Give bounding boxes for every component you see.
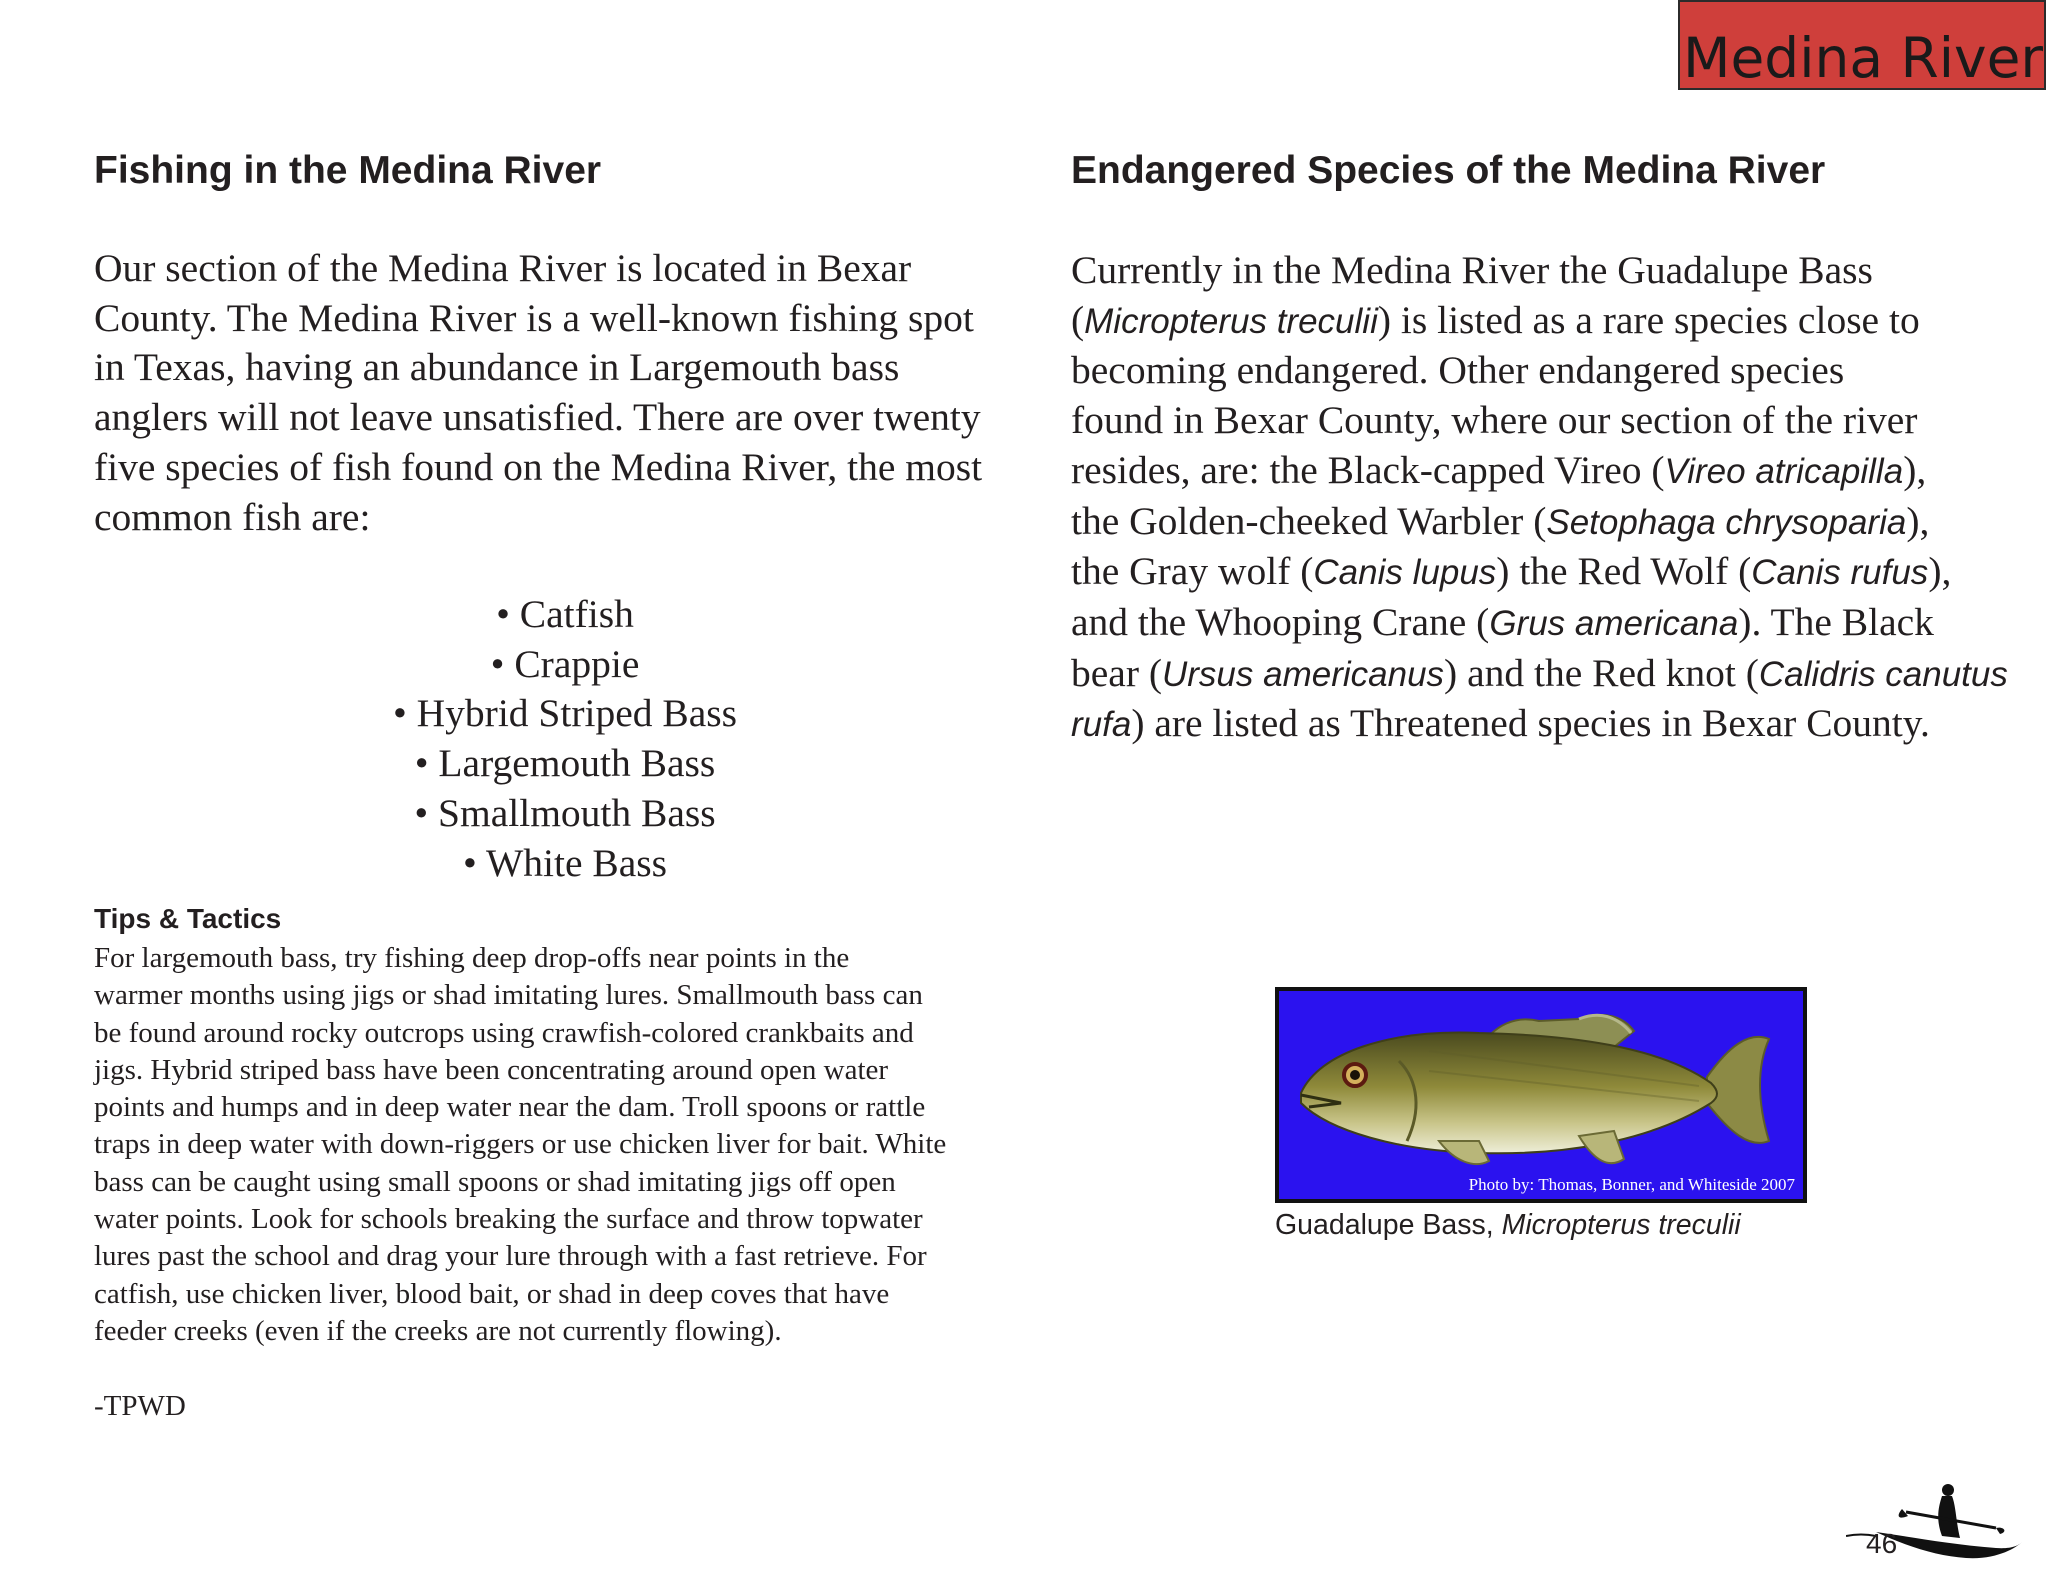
scientific-name: Canis rufus: [1751, 553, 1929, 593]
text-line: warmer months using jigs or shad imitating lures. Smallmouth bass can: [94, 979, 923, 1012]
text-line: [1071, 246, 2008, 296]
scientific-name: Vireo atricapilla: [1664, 451, 1904, 491]
text-line: points and humps and in deep water near the dam. Troll spoons or rattle: [94, 1091, 926, 1124]
list-item: • Hybrid Striped Bass: [392, 691, 738, 736]
text-line: [1071, 699, 2008, 750]
text-line: [1071, 547, 2008, 598]
tips-tactics-heading: Tips & Tactics: [94, 903, 282, 934]
text-line: jigs. Hybrid striped bass have been concentrating around open water: [94, 1053, 889, 1086]
text-line: For largemouth bass, try fishing deep drop-offs near points in the: [94, 942, 850, 974]
text-segment: ),: [1928, 549, 1952, 594]
scientific-name: Canis lupus: [1313, 553, 1497, 593]
photo-caption: [1275, 1208, 1741, 1242]
text-line: [1071, 446, 2008, 497]
endangered-species-heading: Endangered Species of the Medina River: [1071, 149, 1826, 192]
text-line: [1071, 598, 2008, 649]
caption-scientific-name: Micropterus treculii: [1501, 1209, 1741, 1241]
text-segment: (: [1071, 297, 1085, 342]
scientific-name: Calidris canutus: [1758, 654, 2008, 694]
list-item: • Largemouth Bass: [414, 741, 716, 786]
guadalupe-bass-photo: [1275, 987, 1807, 1203]
text-segment: the Gray wolf (: [1071, 549, 1314, 594]
text-segment: ) the Red Wolf (: [1496, 549, 1752, 594]
text-line: lures past the school and drag your lure through with a fast retrieve. For: [94, 1240, 927, 1273]
text-segment: ),: [1903, 447, 1927, 492]
photo-credit: Photo by: Thomas, Bonner, and Whiteside 2007: [1468, 1175, 1795, 1194]
text-segment: Currently in the Medina River the Guadalupe Bass: [1071, 248, 1873, 292]
text-line: anglers will not leave unsatisfied. There are over twenty: [94, 395, 981, 440]
text-line: [1071, 396, 2008, 446]
text-line: County. The Medina River is a well-known fishing spot: [94, 295, 974, 340]
list-item: • White Bass: [463, 840, 667, 885]
fish-illustration-icon: [1279, 991, 1803, 1199]
section-tab-label: Medina River: [1683, 26, 2044, 90]
text-segment: becoming endangered. Other endangered species: [1071, 348, 1845, 393]
caption-common-name: Guadalupe Bass,: [1275, 1209, 1502, 1241]
text-line: be found around rocky outcrops using crawfish-colored crankbaits and: [94, 1016, 914, 1049]
list-item: • Smallmouth Bass: [414, 790, 716, 835]
source-attribution: -TPWD: [94, 1390, 186, 1422]
text-line: traps in deep water with down-riggers or use chicken liver for bait. White: [94, 1128, 947, 1161]
text-line: catfish, use chicken liver, blood bait, or shad in deep coves that have: [94, 1277, 890, 1310]
scientific-name: Ursus americanus: [1162, 654, 1445, 694]
scientific-name: rufa: [1071, 705, 1132, 745]
scientific-name: Setophaga chrysoparia: [1546, 502, 1907, 542]
page-number: 46: [1866, 1528, 1898, 1559]
list-item: • Catfish: [496, 592, 634, 636]
text-segment: found in Bexar County, where our section of the river: [1071, 398, 1918, 443]
common-fish-list: [150, 590, 980, 888]
text-line: [1071, 346, 2008, 396]
text-line: [1071, 497, 2008, 548]
text-line: feeder creeks (even if the creeks are not currently flowing).: [94, 1314, 782, 1347]
text-segment: and the Whooping Crane (: [1071, 599, 1490, 644]
text-line: Our section of the Medina River is located in Bexar: [94, 246, 912, 290]
text-segment: ) are listed as Threatened species in Bexar County.: [1131, 701, 1930, 746]
text-line: [1071, 649, 2008, 700]
text-line: water points. Look for schools breaking the surface and throw topwater: [94, 1203, 923, 1236]
text-line: five species of fish found on the Medina River, the most: [94, 444, 983, 489]
fishing-heading: Fishing in the Medina River: [94, 149, 602, 192]
scientific-name: Grus americana: [1489, 603, 1739, 643]
text-line: in Texas, having an abundance in Largemouth bass: [94, 345, 900, 390]
text-segment: the Golden-cheeked Warbler (: [1071, 498, 1547, 543]
text-segment: ),: [1906, 498, 1930, 543]
text-segment: resides, are: the Black-capped Vireo (: [1071, 447, 1665, 492]
text-line: common fish are:: [94, 494, 371, 539]
section-tab: [1678, 0, 2046, 90]
text-segment: ). The Black: [1738, 599, 1934, 644]
tips-tactics-paragraph: [94, 940, 946, 1350]
text-segment: ) is listed as a rare species close to: [1377, 297, 1920, 342]
text-segment: ) and the Red knot (: [1444, 650, 1759, 695]
list-item: • Crappie: [490, 641, 640, 686]
text-line: bass can be caught using small spoons or shad imitating jigs off open: [94, 1165, 896, 1198]
fishing-intro-paragraph: [94, 244, 982, 542]
text-line: [1071, 296, 2008, 347]
text-segment: bear (: [1071, 650, 1162, 695]
endangered-species-paragraph: [1071, 246, 2008, 750]
scientific-name: Micropterus treculii: [1084, 301, 1378, 341]
